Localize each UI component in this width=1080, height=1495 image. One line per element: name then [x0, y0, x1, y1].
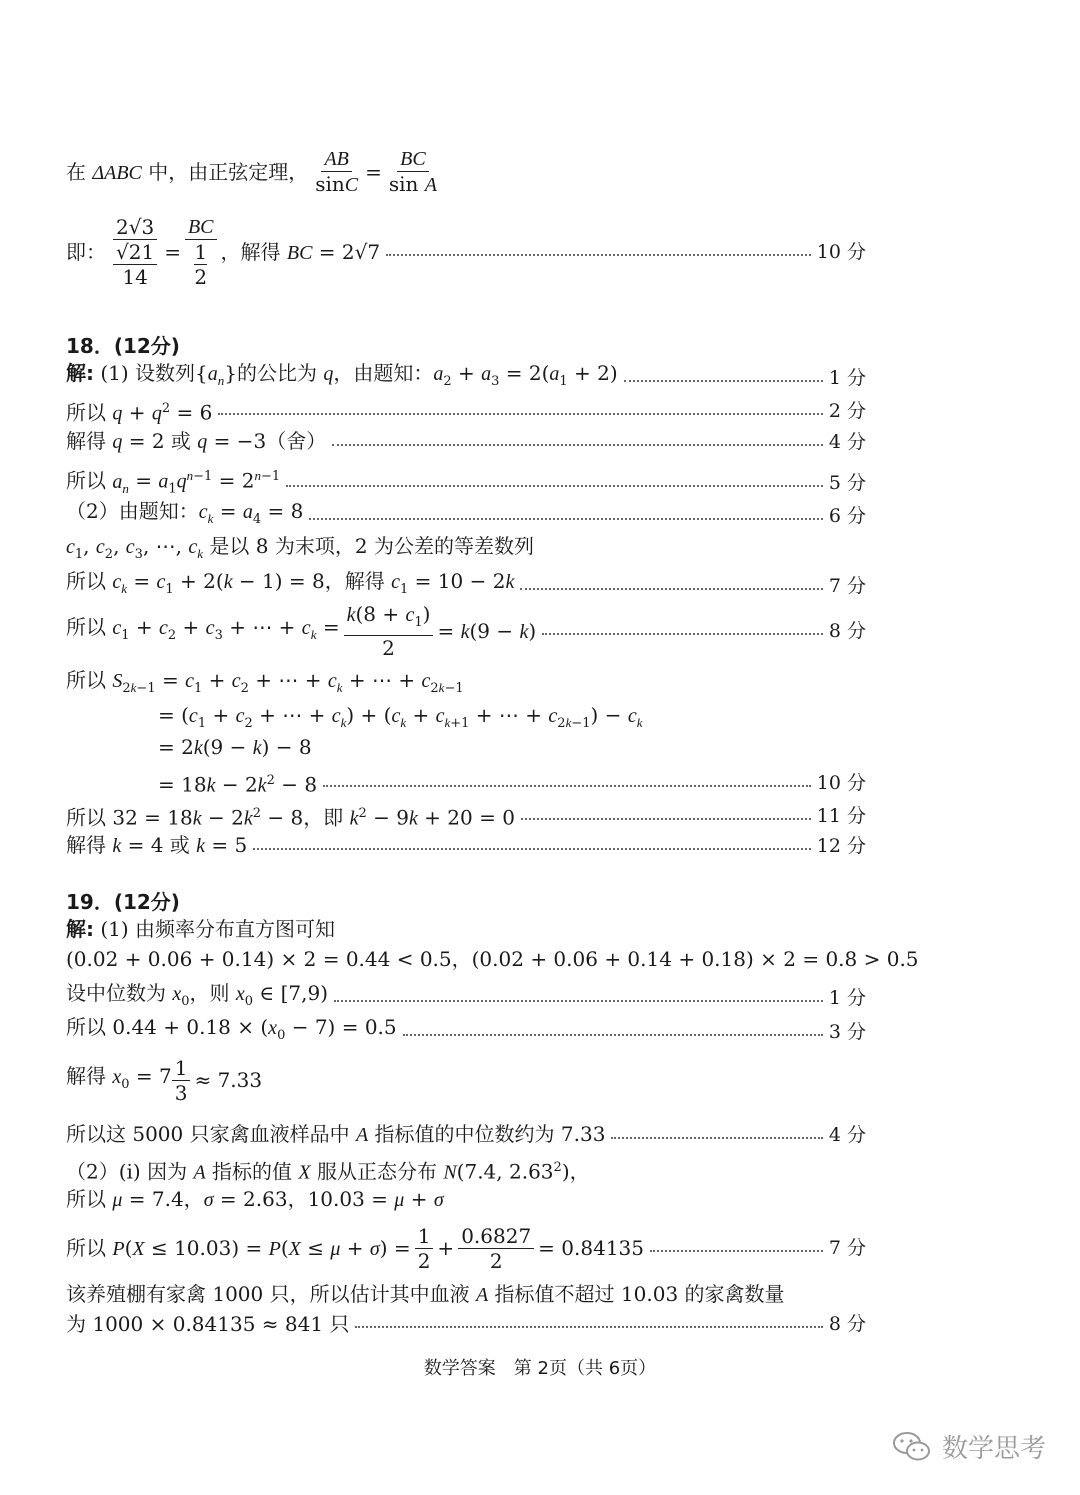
score-label: 10 分 — [816, 241, 866, 263]
q19-line-1: 解: (1) 由频率分布直方图可知 — [66, 917, 336, 941]
q18-line-12: = $18k - 2k^2 - 8$ 10 分 — [158, 772, 866, 797]
q19-line-3: 设中位数为 $x_0$，则 $x_0$ ∈ [7,9) 1 分 — [66, 981, 866, 1009]
q19-heading: 19．(12分) — [66, 890, 180, 914]
q18-line-14: 解得 k = 4 或 k = 5 12 分 — [66, 833, 866, 857]
q18-heading: 18．(12分) — [66, 334, 180, 358]
q18-line-11: = 2k(9 − k) − 8 — [158, 735, 312, 759]
q18-line-13: 所以 $32 = 18k - 2k^2 - 8$，即 $k^2 - 9k + 20 = 0$ 11 分 — [66, 805, 866, 830]
q18-line-2: 所以 $q + q^2 = 6$ 2 分 — [66, 400, 866, 425]
q18-line-6: $c_1$, $c_2$, $c_3$, ⋯, $c_k$ 是以 8 为末项，2 为公差的等差数列 — [66, 534, 534, 562]
q19-line-6: 所以这 5000 只家禽血液样品中 A 指标值的中位数约为 7.33 4 分 — [66, 1122, 866, 1146]
q19-line-8: 所以 μ = 7.4，σ = 2.63，10.03 = μ + σ — [66, 1187, 444, 1211]
q19-line-4: 所以 $0.44 + 0.18 \times (x_0 - 7) = 0.5$ 3 分 — [66, 1015, 866, 1043]
solve-bc-line: 即： 2√3 √21 14 = BC 1 2 ，解得 BC = 2√7 10 分 — [66, 215, 866, 289]
q19-line-9: 所以 P(X ≤ 10.03) = P(X ≤ μ + σ) = $\frac{1}{2}$ + $\frac{0.6827}{2}$ = 0.84135 7 分 — [66, 1223, 866, 1273]
q19-line-11: 为 1000 × 0.84135 ≈ 841 只 8 分 — [66, 1312, 866, 1336]
q19-line-5: 解得 $x_0 = 7$ $\frac{1}{3}$ ≈ 7.33 — [66, 1055, 263, 1105]
watermark — [892, 1428, 1046, 1465]
q18-line-5: （2）由题知：$c_k = a_4 = 8$ 6 分 — [66, 499, 866, 527]
watermark-text: 数学思考 — [941, 1434, 1046, 1464]
q19-line-2: (0.02 + 0.06 + 0.14) × 2 = 0.44 < 0.5，(0.02 + 0.06 + 0.14 + 0.18) × 2 = 0.8 > 0.5 — [66, 947, 919, 971]
q18-line-1: 解: (1) 设数列$\{a_n\}$的公比为 q，由题知：$a_2 + a_3 = 2(a_1 + 2)$ 1 分 — [66, 361, 866, 389]
q19-line-7: （2）(i) 因为 A 指标的值 X 服从正态分布 N(7.4, 2.63$^2$)， — [66, 1159, 590, 1184]
wechat-icon — [892, 1430, 932, 1464]
q18-line-7: 所以 $c_k = c_1 + 2(k - 1) = 8$，解得 $c_1 = 10 - 2k$ 7 分 — [66, 569, 866, 597]
q18-line-4: 所以 $a_n = a_1q^{n-1} = 2^{n-1}$ 5 分 — [66, 468, 866, 497]
q18-line-10: = ($c_1 + c_2$ + ⋯ + $c_k) + (c_k + c_{k+1}$ + ⋯ + $c_{2k-1}) - c_k$ — [158, 703, 643, 731]
q19-line-10: 该养殖棚有家禽 1000 只，所以估计其中血液 A 指标值不超过 10.03 的家禽数量 — [66, 1282, 785, 1306]
q18-line-9: 所以 $S_{2k-1} = c_1 + c_2$ + ⋯ + $c_k$ + ⋯ + $c_{2k-1}$ — [66, 668, 464, 696]
sine-law-line: 在 ΔABC 中，由正弦定理， $\frac{AB}{\sin C}$ = $\frac{BC}{\text{sin A}}$ — [66, 148, 438, 196]
q18-line-3: 解得 q = 2 或 q = −3（舍） 4 分 — [66, 429, 866, 453]
q18-line-8: 所以 $c_1 + c_2 + c_3$ + ⋯ + $c_k$ = $\frac{k(8 + c_1)}{2}$ = k(9 − k) 8 分 — [66, 602, 866, 660]
page-footer: 数学答案 第 2页（共 6页） — [423, 1358, 657, 1379]
